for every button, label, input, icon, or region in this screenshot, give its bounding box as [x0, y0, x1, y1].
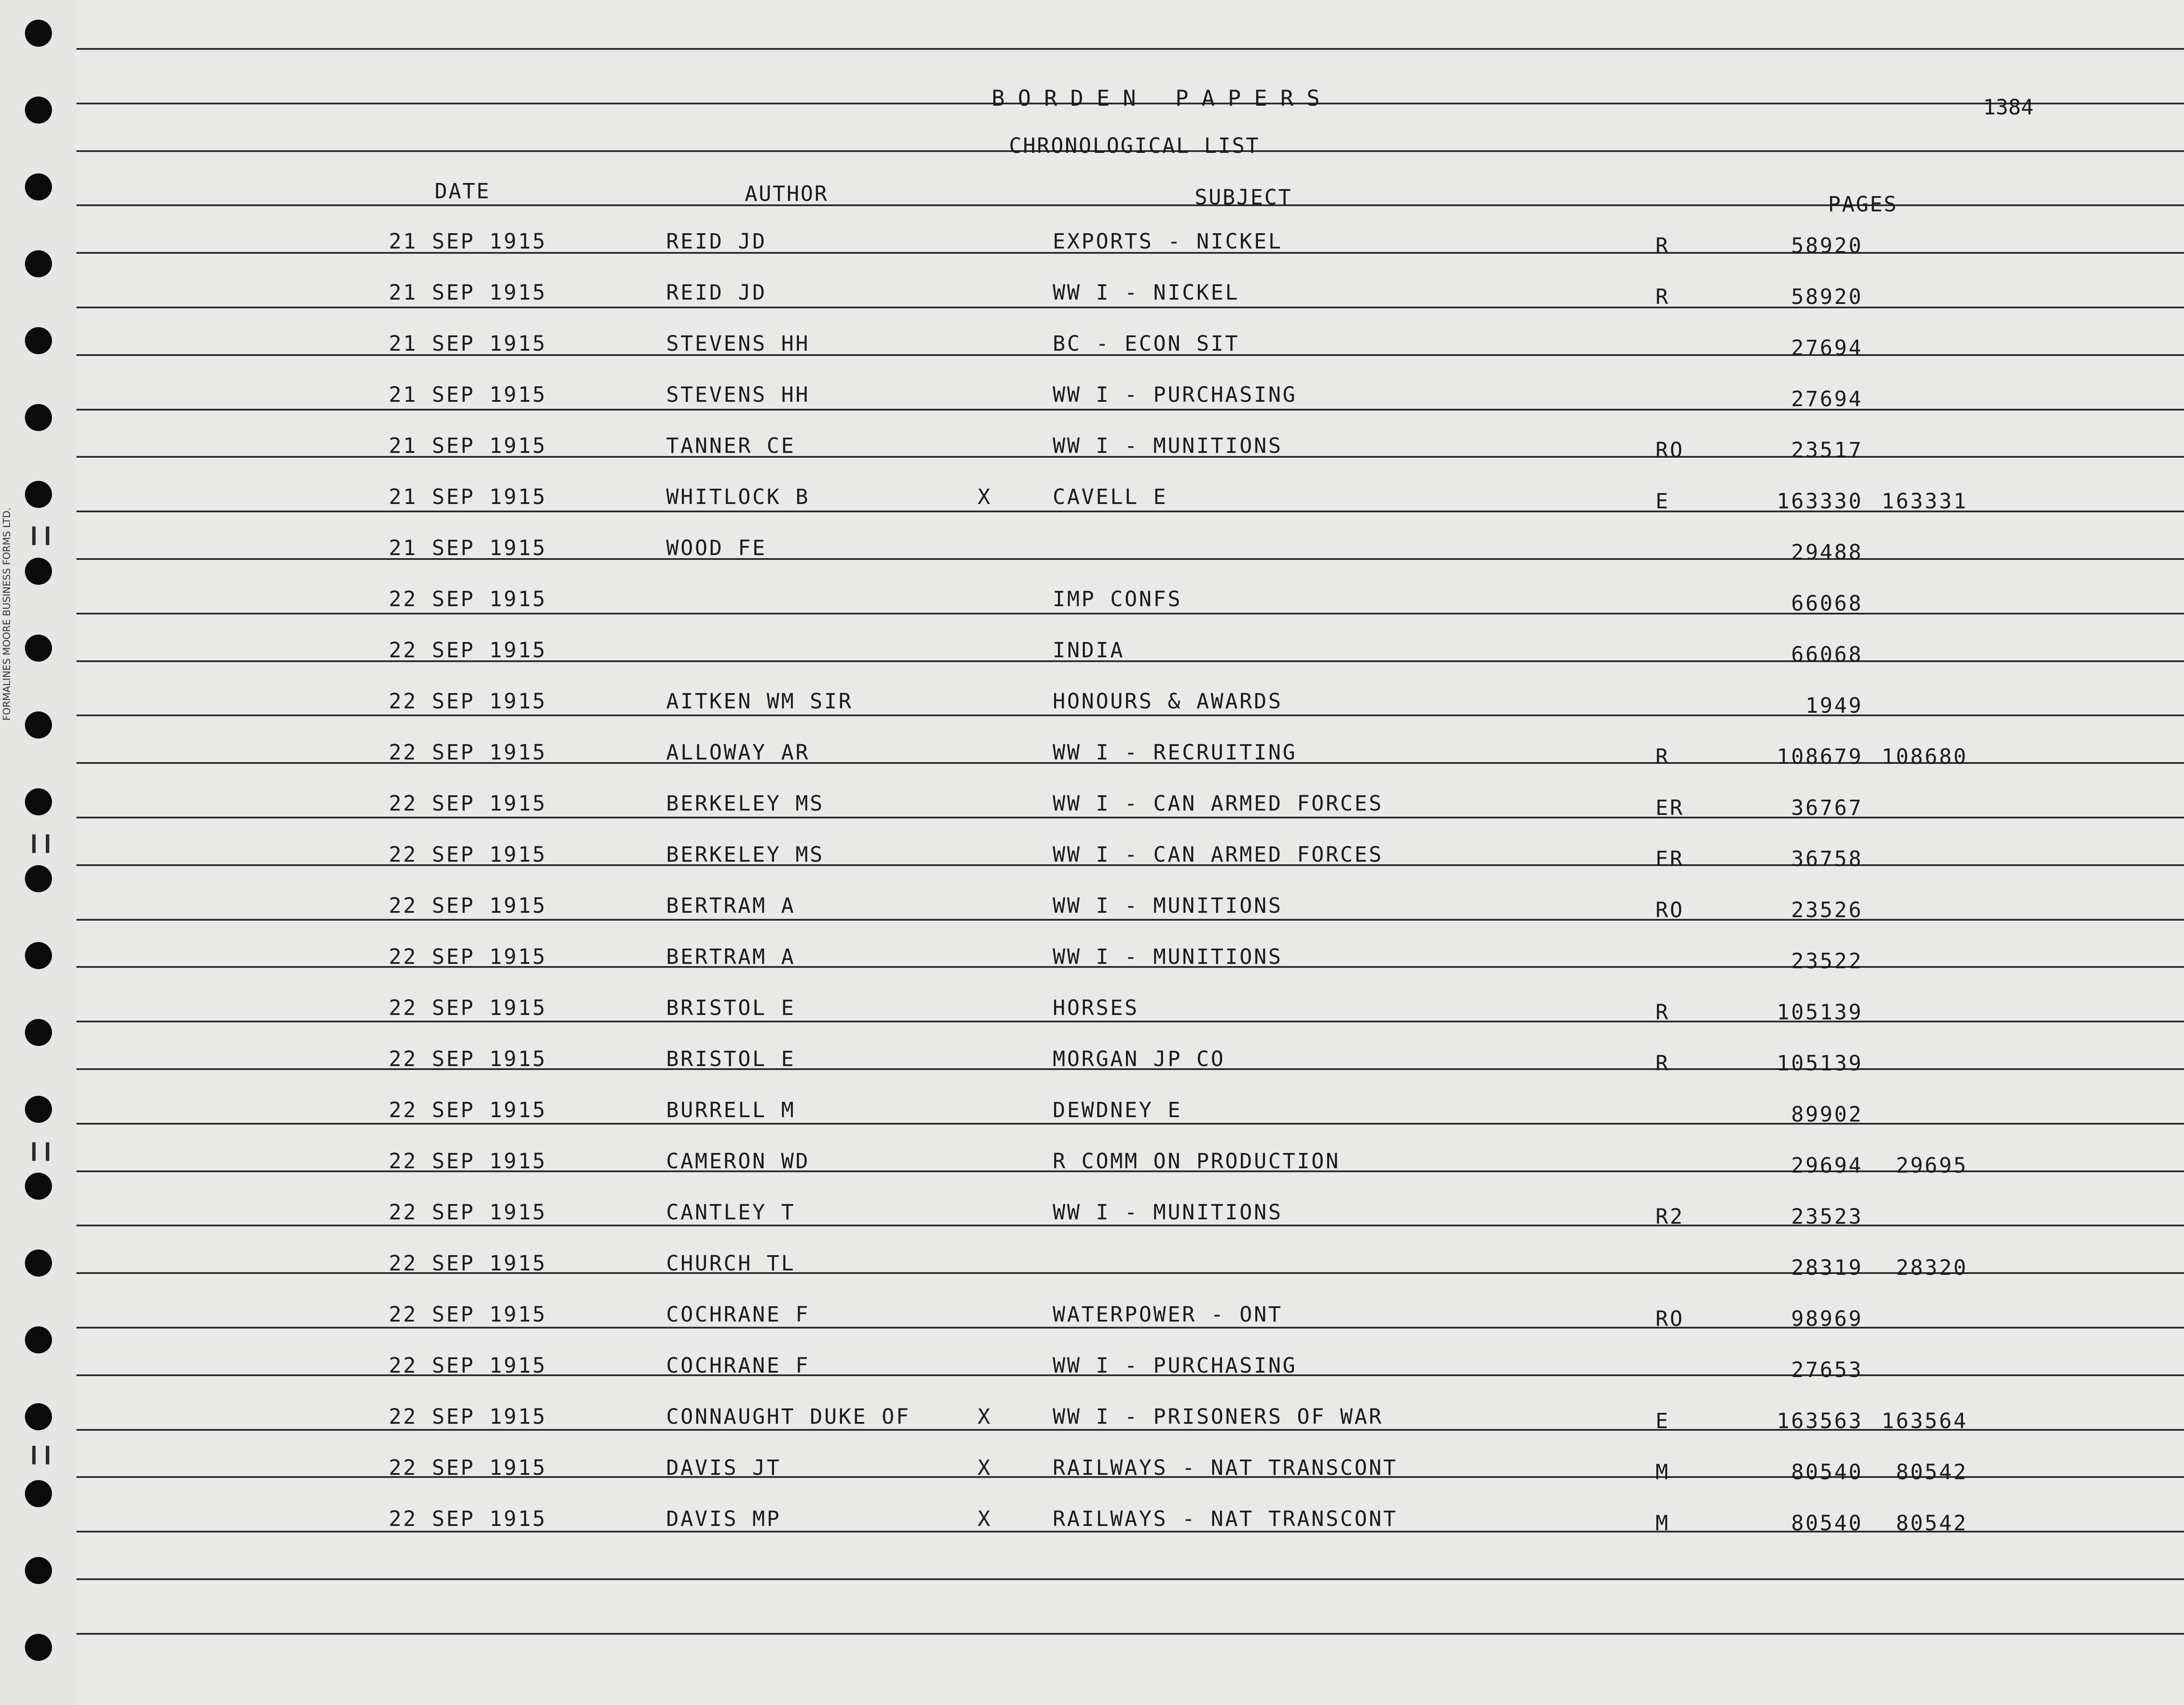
- cell-code: R: [1655, 1000, 1670, 1025]
- cell-date: 21 SEP 1915: [389, 280, 547, 305]
- cell-p2: 29695: [1896, 1153, 1968, 1178]
- cell-p1: 98969: [1791, 1307, 1863, 1331]
- tractor-hole: [25, 1019, 52, 1046]
- table-row: [0, 587, 2184, 616]
- tractor-hole: [25, 1557, 52, 1584]
- table-row: [0, 1507, 2184, 1536]
- table-row: [0, 945, 2184, 971]
- cell-author: COCHRANE F: [666, 1353, 810, 1378]
- cell-p1: 23526: [1791, 898, 1863, 922]
- cell-p1: 163330: [1776, 489, 1863, 514]
- margin-tick-mark: ❙❙: [27, 1441, 55, 1467]
- cell-date: 22 SEP 1915: [389, 689, 547, 714]
- cell-x: X: [978, 485, 992, 509]
- column-header-author: AUTHOR: [745, 182, 829, 206]
- cell-p1: 66068: [1791, 591, 1863, 616]
- table-row: [0, 791, 2184, 818]
- cell-p1: 29694: [1791, 1153, 1863, 1178]
- column-header-date: DATE: [435, 179, 491, 204]
- cell-subject: INDIA: [1053, 638, 1125, 663]
- table-row: [0, 1456, 2184, 1482]
- cell-subject: EXPORTS - NICKEL: [1053, 229, 1283, 254]
- tractor-hole: [25, 173, 52, 200]
- cell-date: 22 SEP 1915: [389, 1047, 547, 1071]
- cell-p1: 105139: [1776, 1000, 1863, 1025]
- cell-date: 22 SEP 1915: [389, 1507, 547, 1531]
- cell-author: BURRELL M: [666, 1098, 796, 1122]
- table-row: [0, 1047, 2184, 1076]
- cell-date: 21 SEP 1915: [389, 229, 547, 254]
- side-imprint: FORMALINES MOORE BUSINESS FORMS LTD.: [2, 507, 13, 721]
- cell-author: COCHRANE F: [666, 1302, 810, 1327]
- rule-line: [76, 1633, 2184, 1635]
- margin-tick-mark: ❙❙: [27, 830, 55, 856]
- cell-code: M: [1655, 1460, 1670, 1484]
- table-row: [0, 1405, 2184, 1431]
- cell-date: 21 SEP 1915: [389, 331, 547, 356]
- cell-p2: 28320: [1896, 1256, 1968, 1280]
- table-row: [0, 740, 2184, 769]
- column-header-pages: PAGES: [1828, 192, 1898, 217]
- cell-p1: 27694: [1791, 387, 1863, 411]
- cell-p1: 58920: [1791, 285, 1863, 309]
- cell-subject: WW I - NICKEL: [1053, 280, 1240, 305]
- tractor-hole: [25, 97, 52, 124]
- cell-p1: 1949: [1805, 694, 1863, 718]
- table-row: [0, 1302, 2184, 1329]
- cell-x: X: [978, 1456, 992, 1480]
- cell-p2: 108680: [1881, 745, 1968, 769]
- cell-p1: 23523: [1791, 1205, 1863, 1229]
- cell-subject: WW I - PURCHASING: [1053, 1353, 1297, 1378]
- cell-subject: WW I - CAN ARMED FORCES: [1053, 842, 1383, 867]
- column-header-subject: SUBJECT: [1195, 185, 1292, 210]
- cell-subject: HONOURS & AWARDS: [1053, 689, 1283, 714]
- tractor-hole: [25, 1634, 52, 1661]
- cell-date: 22 SEP 1915: [389, 945, 547, 969]
- table-row: [0, 1098, 2184, 1127]
- cell-subject: WW I - MUNITIONS: [1053, 894, 1283, 918]
- cell-author: REID JD: [666, 229, 767, 254]
- cell-p1: 80540: [1791, 1511, 1863, 1536]
- cell-subject: WW I - CAN ARMED FORCES: [1053, 791, 1383, 816]
- cell-date: 22 SEP 1915: [389, 1302, 547, 1327]
- table-row: [0, 1200, 2184, 1229]
- cell-subject: R COMM ON PRODUCTION: [1053, 1149, 1340, 1173]
- cell-p1: 105139: [1776, 1051, 1863, 1076]
- cell-author: CANTLEY T: [666, 1200, 796, 1225]
- cell-p1: 23517: [1791, 438, 1863, 462]
- cell-author: CAMERON WD: [666, 1149, 810, 1173]
- margin-tick-mark: ❙❙: [27, 522, 55, 548]
- cell-author: DAVIS MP: [666, 1507, 781, 1531]
- table-row: [0, 689, 2184, 718]
- cell-author: DAVIS JT: [666, 1456, 781, 1480]
- table-row: [0, 638, 2184, 667]
- tractor-hole: [25, 1173, 52, 1200]
- rule-line: [76, 1578, 2184, 1580]
- cell-code: R: [1655, 285, 1670, 309]
- cell-date: 22 SEP 1915: [389, 1200, 547, 1225]
- cell-p1: 163563: [1776, 1409, 1863, 1433]
- cell-code: RO: [1655, 438, 1684, 462]
- cell-date: 22 SEP 1915: [389, 587, 547, 611]
- cell-code: RO: [1655, 1307, 1684, 1331]
- cell-date: 22 SEP 1915: [389, 894, 547, 918]
- page-number: 1384: [1983, 95, 2034, 120]
- table-row: [0, 536, 2184, 565]
- cell-author: WOOD FE: [666, 536, 767, 560]
- cell-date: 22 SEP 1915: [389, 996, 547, 1020]
- cell-author: CHURCH TL: [666, 1251, 796, 1276]
- cell-p1: 58920: [1791, 234, 1863, 258]
- cell-subject: WW I - RECRUITING: [1053, 740, 1297, 765]
- cell-subject: IMP CONFS: [1053, 587, 1182, 611]
- cell-p2: 80542: [1896, 1460, 1968, 1484]
- table-row: [0, 996, 2184, 1025]
- cell-code: R: [1655, 234, 1670, 258]
- document-title: BORDEN PAPERS: [992, 86, 1333, 111]
- cell-author: TANNER CE: [666, 434, 796, 458]
- cell-code: R: [1655, 745, 1670, 769]
- rule-line: [76, 409, 2184, 411]
- cell-author: REID JD: [666, 280, 767, 305]
- cell-code: R2: [1655, 1205, 1684, 1229]
- cell-date: 22 SEP 1915: [389, 842, 547, 867]
- cell-date: 21 SEP 1915: [389, 434, 547, 458]
- cell-subject: WATERPOWER - ONT: [1053, 1302, 1283, 1327]
- cell-code: E: [1655, 1409, 1670, 1433]
- cell-subject: CAVELL E: [1053, 485, 1168, 509]
- cell-p2: 80542: [1896, 1511, 1968, 1536]
- table-row: [0, 331, 2184, 358]
- cell-author: WHITLOCK B: [666, 485, 810, 509]
- cell-author: STEVENS HH: [666, 383, 810, 407]
- cell-code: M: [1655, 1511, 1670, 1536]
- cell-p2: 163331: [1881, 489, 1968, 514]
- table-row: [0, 383, 2184, 409]
- document-subtitle: CHRONOLOGICAL LIST: [1009, 134, 1260, 158]
- cell-p1: 89902: [1791, 1102, 1863, 1127]
- cell-p1: 29488: [1791, 540, 1863, 565]
- cell-subject: HORSES: [1053, 996, 1139, 1020]
- cell-p1: 36758: [1791, 847, 1863, 871]
- cell-date: 22 SEP 1915: [389, 791, 547, 816]
- cell-subject: WW I - MUNITIONS: [1053, 434, 1283, 458]
- cell-date: 22 SEP 1915: [389, 740, 547, 765]
- cell-date: 22 SEP 1915: [389, 1456, 547, 1480]
- table-row: [0, 1149, 2184, 1178]
- cell-x: X: [978, 1405, 992, 1429]
- cell-date: 21 SEP 1915: [389, 485, 547, 509]
- cell-author: BERKELEY MS: [666, 791, 824, 816]
- cell-author: BERTRAM A: [666, 945, 796, 969]
- tractor-hole: [25, 1480, 52, 1507]
- cell-subject: BC - ECON SIT: [1053, 331, 1240, 356]
- margin-tick-mark: ❙❙: [27, 1138, 55, 1164]
- cell-subject: WW I - PURCHASING: [1053, 383, 1297, 407]
- cell-subject: WW I - PRISONERS OF WAR: [1053, 1405, 1383, 1429]
- cell-p2: 163564: [1881, 1409, 1968, 1433]
- rule-line: [76, 48, 2184, 50]
- cell-date: 22 SEP 1915: [389, 1149, 547, 1173]
- cell-date: 22 SEP 1915: [389, 1405, 547, 1429]
- cell-author: STEVENS HH: [666, 331, 810, 356]
- tractor-hole: [25, 20, 52, 47]
- cell-author: BERKELEY MS: [666, 842, 824, 867]
- cell-date: 22 SEP 1915: [389, 638, 547, 663]
- cell-author: AITKEN WM SIR: [666, 689, 853, 714]
- cell-p1: 27653: [1791, 1358, 1863, 1382]
- cell-date: 22 SEP 1915: [389, 1353, 547, 1378]
- cell-subject: MORGAN JP CO: [1053, 1047, 1225, 1071]
- cell-author: BERTRAM A: [666, 894, 796, 918]
- cell-date: 21 SEP 1915: [389, 536, 547, 560]
- cell-p1: 80540: [1791, 1460, 1863, 1484]
- cell-p1: 23522: [1791, 949, 1863, 973]
- cell-author: ALLOWAY AR: [666, 740, 810, 765]
- cell-code: E: [1655, 489, 1670, 514]
- cell-code: ER: [1655, 847, 1684, 871]
- cell-code: ER: [1655, 796, 1684, 820]
- cell-p1: 36767: [1791, 796, 1863, 820]
- cell-subject: RAILWAYS - NAT TRANSCONT: [1053, 1507, 1398, 1531]
- tractor-hole: [25, 1326, 52, 1353]
- cell-date: 22 SEP 1915: [389, 1098, 547, 1122]
- cell-code: RO: [1655, 898, 1684, 922]
- table-row: [0, 1353, 2184, 1380]
- table-row: [0, 485, 2184, 514]
- table-row: [0, 894, 2184, 920]
- cell-subject: WW I - MUNITIONS: [1053, 945, 1283, 969]
- rule-line: [76, 307, 2184, 308]
- cell-subject: RAILWAYS - NAT TRANSCONT: [1053, 1456, 1398, 1480]
- cell-p1: 27694: [1791, 336, 1863, 360]
- tractor-hole: [25, 711, 52, 739]
- table-row: [0, 229, 2184, 258]
- table-row: [0, 1251, 2184, 1280]
- table-row: [0, 434, 2184, 460]
- cell-p1: 108679: [1776, 745, 1863, 769]
- cell-subject: DEWDNEY E: [1053, 1098, 1182, 1122]
- cell-subject: WW I - MUNITIONS: [1053, 1200, 1283, 1225]
- table-row: [0, 280, 2184, 307]
- cell-date: 21 SEP 1915: [389, 383, 547, 407]
- cell-x: X: [978, 1507, 992, 1531]
- cell-author: CONNAUGHT DUKE OF: [666, 1405, 911, 1429]
- cell-author: BRISTOL E: [666, 1047, 796, 1071]
- cell-code: R: [1655, 1051, 1670, 1076]
- cell-p1: 66068: [1791, 642, 1863, 667]
- cell-author: BRISTOL E: [666, 996, 796, 1020]
- tractor-hole: [25, 865, 52, 892]
- cell-date: 22 SEP 1915: [389, 1251, 547, 1276]
- table-row: [0, 842, 2184, 869]
- cell-p1: 28319: [1791, 1256, 1863, 1280]
